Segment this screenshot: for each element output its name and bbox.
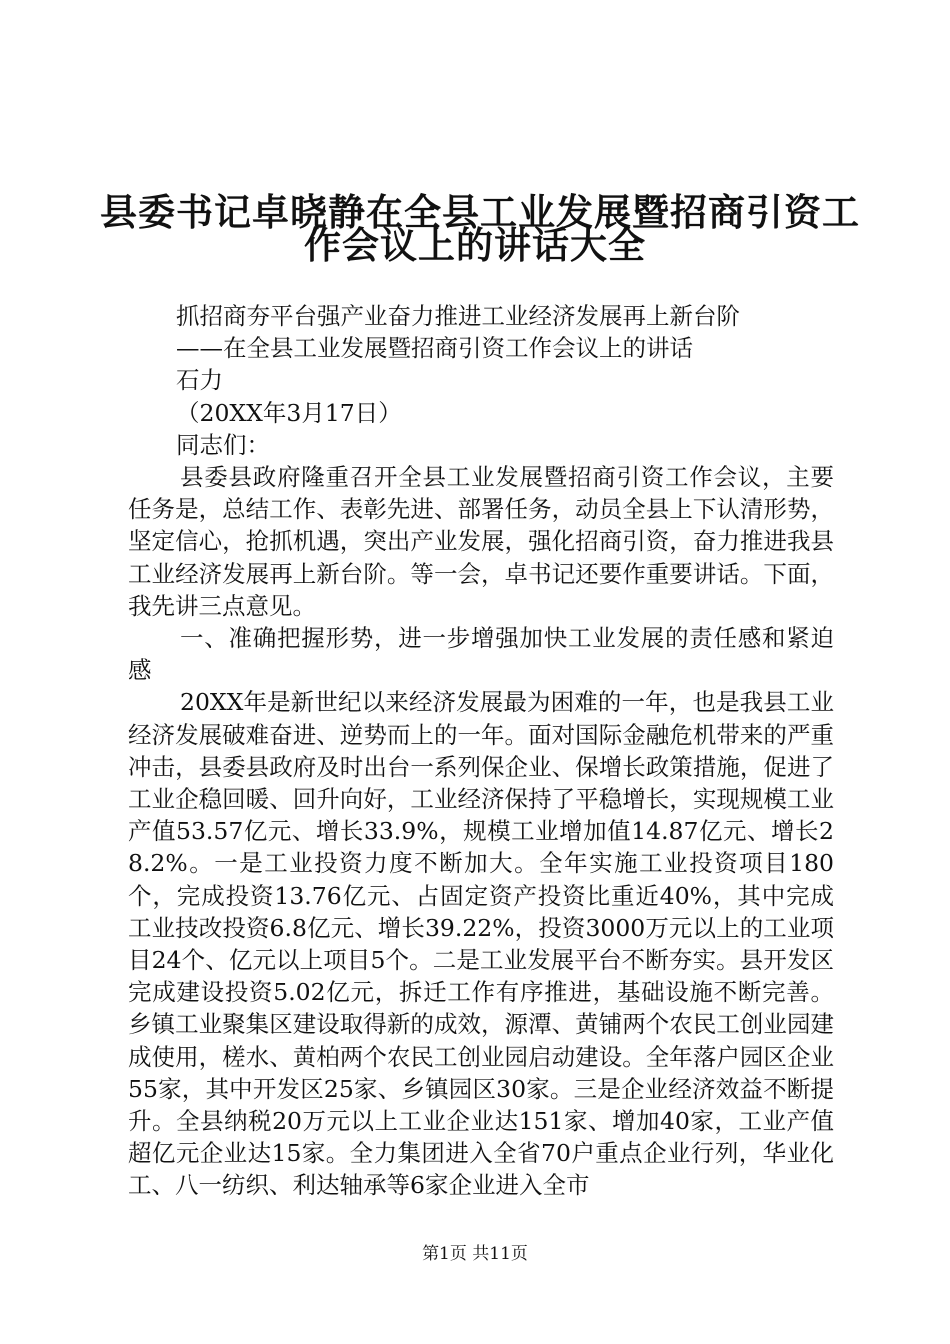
document-title-line-1: 县委书记卓晓静在全县工业发展暨招商引资工	[100, 191, 860, 234]
paragraph-body: 20XX年是新世纪以来经济发展最为困难的一年，也是我县工业经济发展破难奋进、逆势而上的一年。面对国际金融危机带来的严重冲击，县委县政府及时出台一系列保企业、保增长政策措施，促进了工业企稳回暖、回升向好，工业经济保持了平稳增长，实现规模工业产值53.57亿元、增长33.9%，规模工业增加值14.87亿元、增长28.2%。一是工业投资力度不断加大。全年实施工业投资项目180个，完成投资13.76亿元、占固定资产投资比重近40%，其中完成工业技改投资6.8亿元、增长39.22%，投资3000万元以上的工业项目24个、亿元以上项目5个。二是工业发展平台不断夯实。县开发区完成建设投资5.02亿元，拆迁工作有序推进，基础设施不断完善。乡镇工业聚集区建设取得新的成效，源潭、黄铺两个农民工创业园建成使用，槎水、黄柏两个农民工创业园启动建设。全年落户园区企业55家，其中开发区25家、乡镇园区30家。三是企业经济效益不断提升。全县纳税20万元以上工业企业达151家、增加40家，工业产值超亿元企业达15家。全力集团进入全省70户重点企业行列，华业化工、八一纺织、利达轴承等6家企业进入全市	[128, 688, 834, 1200]
paragraph-intro: 县委县政府隆重召开全县工业发展暨招商引资工作会议，主要任务是，总结工作、表彰先进、部署任务，动员全县上下认清形势，坚定信心，抢抓机遇，突出产业发展，强化招商引资，奋力推进我县工业经济发展再上新台阶。等一会，卓书记还要作重要讲话。下面，我先讲三点意见。	[128, 463, 834, 620]
document-title-line-2: 作会议上的讲话大全	[304, 224, 646, 267]
speaker-name: 石力	[176, 366, 223, 395]
speech-subtitle-line-1: 抓招商夯平台强产业奋力推进工业经济发展再上新台阶	[176, 302, 740, 330]
salutation: 同志们：	[176, 430, 270, 459]
speech-date: （20XX年3月17日）	[176, 398, 402, 427]
speech-subtitle-line-2: ——在全县工业发展暨招商引资工作会议上的讲话	[176, 334, 693, 363]
document-body	[128, 300, 834, 1202]
page-footer: 第1页 共11页	[422, 1244, 528, 1264]
section-heading-1: 一、准确把握形势，进一步增强加快工业发展的责任感和紧迫感	[128, 624, 834, 685]
